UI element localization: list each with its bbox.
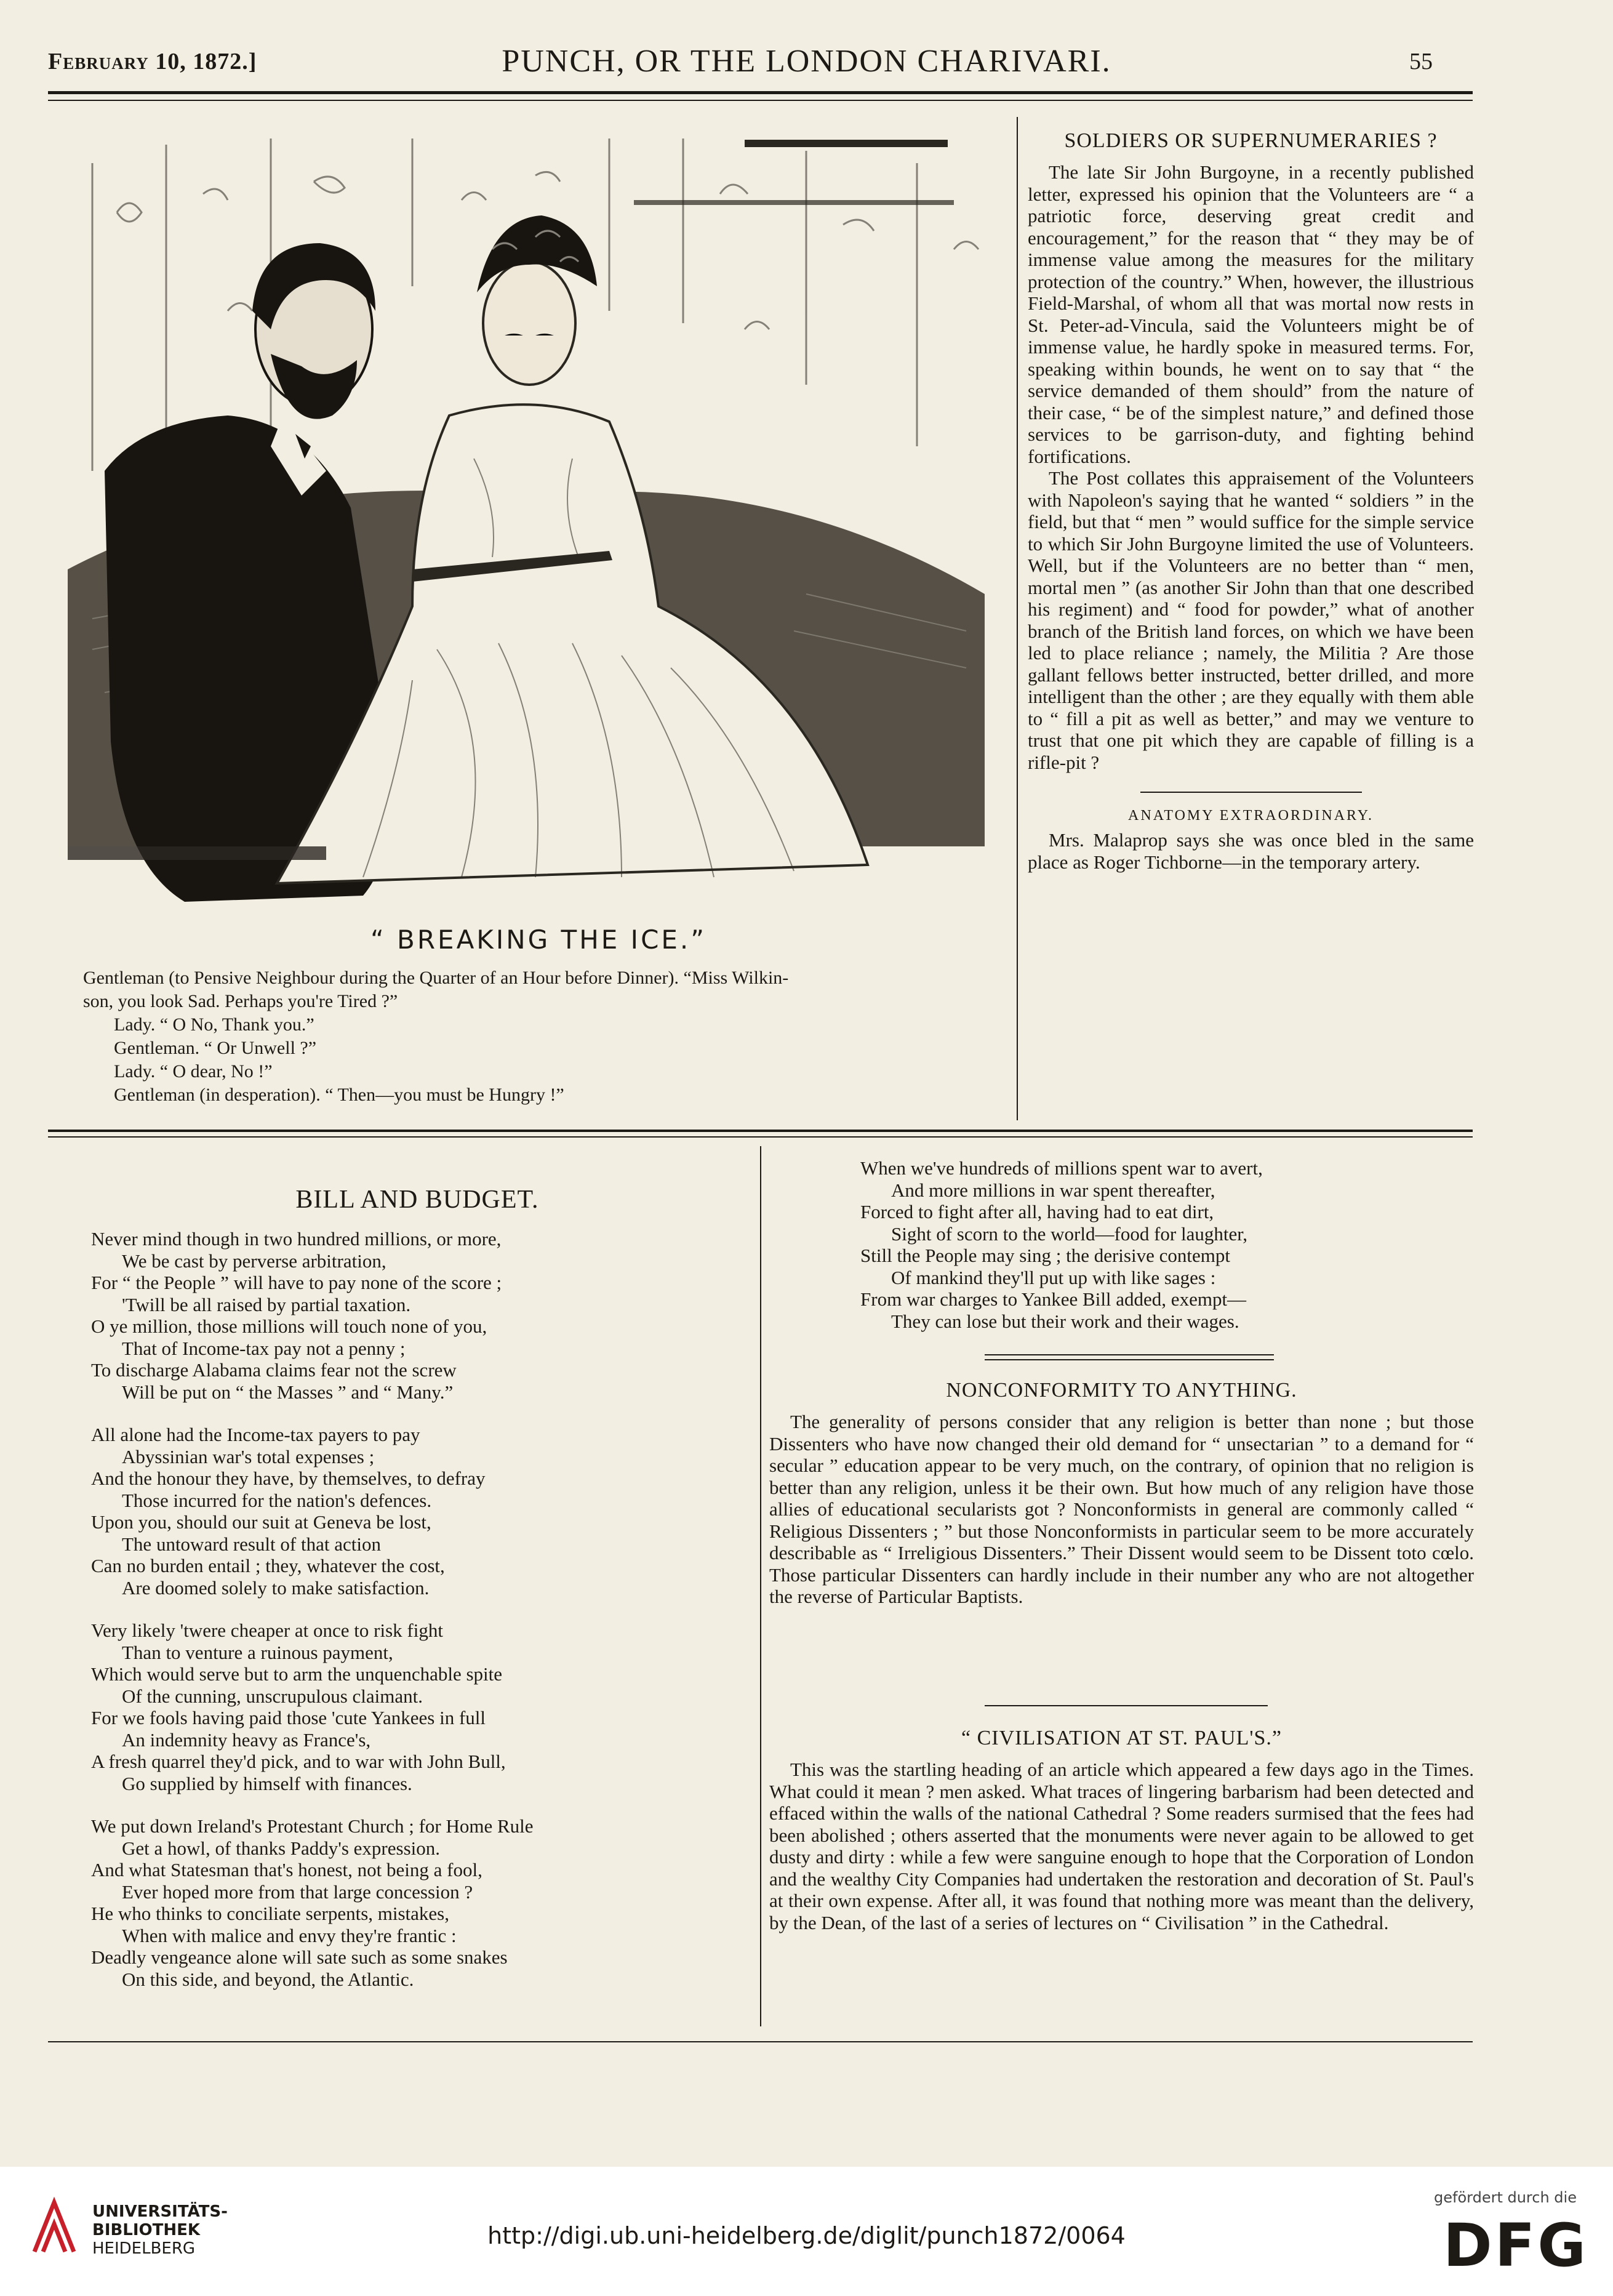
column-divider-bottom	[760, 1146, 761, 2026]
verse-line: Of the cunning, unscrupulous claimant.	[122, 1685, 423, 1707]
caption-line: Lady. “ O dear, No !”	[114, 1061, 273, 1082]
verse-line: And the honour they have, by themselves, to defray	[91, 1467, 486, 1489]
verse-line: The untoward result of that action	[122, 1533, 381, 1555]
verse-line: And what Statesman that's honest, not being a fool,	[91, 1859, 482, 1881]
verse-line: He who thinks to conciliate serpents, mistakes,	[91, 1903, 449, 1924]
short-rule-2	[985, 1705, 1268, 1706]
verse-line: Get a howl, of thanks Paddy's expression.	[122, 1837, 441, 1859]
verse-line: Than to venture a ruinous payment,	[122, 1641, 393, 1663]
short-rule	[1140, 792, 1362, 793]
bill-title: BILL AND BUDGET.	[295, 1186, 539, 1214]
verse-line: To discharge Alabama claims fear not the screw	[91, 1359, 457, 1381]
caption-line: Gentleman. “ Or Unwell ?”	[114, 1038, 317, 1058]
library-name-line3: HEIDELBERG	[92, 2239, 196, 2258]
verse-line: Still the People may sing ; the derisive contempt	[860, 1245, 1230, 1266]
verse-line: Which would serve but to arm the unquenchable spite	[91, 1663, 503, 1685]
verse-line: 'Twill be all raised by partial taxation.	[122, 1293, 411, 1315]
anatomy-text: Mrs. Malaprop says she was once bled in the same place as Roger Tichborne—in the temporary artery.	[1028, 829, 1474, 873]
bill-stanza	[91, 1228, 743, 1403]
soldiers-title: SOLDIERS OR SUPERNUMERARIES ?	[1064, 129, 1438, 152]
verse-line: And more millions in war spent thereafter,	[891, 1179, 1215, 1201]
nonconformity-title: NONCONFORMITY TO ANYTHING.	[946, 1379, 1297, 1402]
verse-line: A fresh quarrel they'd pick, and to war with John Bull,	[91, 1751, 506, 1772]
verse-line: Sight of scorn to the world—food for laughter,	[891, 1222, 1248, 1245]
verse-line: An indemnity heavy as France's,	[122, 1728, 371, 1751]
column-divider-top	[1017, 117, 1018, 1120]
cartoon-illustration	[68, 126, 1009, 920]
bill-continuation	[860, 1157, 1414, 1332]
verse-line: For we fools having paid those 'cute Yankees in full	[91, 1707, 486, 1728]
header-date: February 10, 1872.]	[48, 49, 257, 74]
verse-line: Go supplied by himself with finances.	[122, 1772, 412, 1794]
verse-line: When with malice and envy they're frantic :	[122, 1924, 457, 1946]
funded-by-label: gefördert durch die	[1434, 2189, 1577, 2206]
verse-line: Abyssinian war's total expenses ;	[122, 1445, 375, 1467]
verse-line: Are doomed solely to make satisfaction.	[122, 1576, 430, 1599]
bill-stanza	[91, 1815, 743, 1990]
civilisation-article	[769, 1727, 1474, 1933]
soldiers-paragraph-2: The Post collates this appraisement of the Volunteers with Napoleon's saying that he wanted “ soldiers ” in the field, but that “ men ” would suffice for the simple service to which Sir John Burgoyne limited the use of Volunteers. Well, but if the Volunteers are no better than “ men, mortal men ” (as another Sir John than that one described his regiment) and “ food for powder,” what of another branch of the British land forces, on which we have been led to place reliance ; namely, the Militia ? Are those gallant fellows better instructed, better drilled, and more intelligent than the other ; are they equally with them able to “ fill a pit as well as better,” and may we venture to trust that one pit which they are capable of filling is a rifle-pit ?	[1028, 467, 1474, 773]
section-rule-thick	[48, 1130, 1473, 1132]
caption-line: Gentleman (to Pensive Neighbour during the Quarter of an Hour before Dinner). “Miss Wilkin-	[83, 968, 789, 988]
bill-stanza	[91, 1424, 743, 1599]
bottom-rule	[48, 2041, 1473, 2042]
cartoon-title: “ BREAKING THE ICE.”	[370, 925, 707, 955]
source-url-link[interactable]: http://digi.ub.uni-heidelberg.de/diglit/punch1872/0064	[487, 2222, 1126, 2249]
caption-line: Lady. “ O No, Thank you.”	[114, 1014, 314, 1035]
verse-line: When we've hundreds of millions spent war to avert,	[860, 1157, 1263, 1179]
verse-line: Can no burden entail ; they, whatever the cost,	[91, 1555, 445, 1576]
soldiers-paragraph-1: The late Sir John Burgoyne, in a recently published letter, expressed his opinion that the Volunteers are “ a patriotic force, deserving great credit and encouragement,” for the reason that “ they may be of immense value among the measures for the military protection of the country.” When, however, the illustrious Field-Marshal, of whom all that was mortal now rests in St. Peter-ad-Vincula, said the Volunteers might be of immense value, he hardly spoke in measured terms. For, speaking within bounds, he went on to say that “ the service demanded of them should” from the nature of their case, “ be of the simplest nature,” and defined those services to be garrison-duty, and fighting behind fortifications.	[1028, 161, 1474, 467]
library-name-line2: BIBLIOTHEK	[92, 2221, 201, 2239]
verse-line: All alone had the Income-tax payers to pay	[91, 1424, 420, 1445]
digitization-footer	[0, 2167, 1613, 2296]
verse-line: O ye million, those millions will touch none of you,	[91, 1315, 487, 1337]
verse-line: That of Income-tax pay not a penny ;	[122, 1337, 406, 1359]
verse-line: For “ the People ” will have to pay none of the score ;	[91, 1272, 502, 1293]
verse-line: They can lose but their work and their wages.	[891, 1310, 1239, 1332]
nonconformity-article	[769, 1379, 1474, 1608]
header-page-number: 55	[1409, 49, 1433, 74]
verse-line: Of mankind they'll put up with like sages :	[891, 1266, 1216, 1288]
civilisation-title: “ CIVILISATION AT ST. PAUL'S.”	[961, 1727, 1282, 1749]
bill-article	[91, 1185, 743, 2011]
verse-line: We put down Ireland's Protestant Church ; for Home Rule	[91, 1815, 534, 1837]
verse-line: Very likely 'twere cheaper at once to risk fight	[91, 1620, 443, 1641]
cartoon-drawing	[68, 126, 1009, 920]
caption-line: son, you look Sad. Perhaps you're Tired ?”	[83, 991, 398, 1011]
verse-line: We be cast by perverse arbitration,	[122, 1250, 386, 1272]
cartoon-caption	[83, 966, 1019, 1107]
double-rule-b	[985, 1359, 1274, 1360]
header-rule-thin	[48, 100, 1473, 101]
verse-line: Deadly vengeance alone will sate such as some snakes	[91, 1946, 508, 1968]
verse-line: Upon you, should our suit at Geneva be lost,	[91, 1511, 431, 1533]
nonconformity-text: The generality of persons consider that any religion is better than none ; but those Dissenters who have now changed their old demand for “ unsectarian ” to a demand for “ secular ” education appear to be very much, on the contrary, of opinion that no religion is better than any religion, unless it be their own. But how much of any religion have those allies of educational secularists got ? Nonconformists in general are commonly called “ Religious Dissenters ; ” but those Nonconformists in particular seem to be more accurately describable as “ Irreligious Dissenters.” Their Dissent would seem to be Dissent toto cœlo. Those particular Dissenters can hardly include in their number any who are not altogether the reverse of Particular Baptists.	[769, 1411, 1474, 1607]
verse-line: Those incurred for the nation's defences.	[122, 1489, 432, 1511]
dfg-logo: DFG	[1443, 2211, 1589, 2280]
verse-line: On this side, and beyond, the Atlantic.	[122, 1968, 414, 1990]
verse-line: Never mind though in two hundred millions, or more,	[91, 1228, 502, 1250]
anatomy-title: ANATOMY EXTRAORDINARY.	[1128, 808, 1374, 824]
double-rule-a	[985, 1354, 1274, 1355]
header-title: PUNCH, OR THE LONDON CHARIVARI.	[502, 44, 1111, 79]
civilisation-text: This was the startling heading of an article which appeared a few days ago in the Times. What could it mean ? men asked. What traces of lingering barbarism had been detected and effaced within the walls of the national Cathedral ? Some readers surmised that the fees had been abolished ; others asserted that the monuments were never again to be allowed to get dusty and dirty : while a few were sanguine enough to hope that the Corporation of London and the wealthy City Companies had undertaken the restoration and decoration of St. Paul's at their own expense. After all, it was found that nothing more was meant than the delivery, by the Dean, of the last of a series of lectures on “ Civilisation ” in the Cathedral.	[769, 1759, 1474, 1933]
verse-line: From war charges to Yankee Bill added, exempt—	[860, 1288, 1247, 1310]
library-name-line1: UNIVERSITÄTS-	[92, 2202, 228, 2221]
soldiers-article	[1028, 129, 1474, 873]
verse-line: Forced to fight after all, having had to eat dirt,	[860, 1201, 1214, 1222]
caption-line: Gentleman (in desperation). “ Then—you must be Hungry !”	[114, 1085, 564, 1105]
section-rule-thin	[48, 1136, 1473, 1138]
bill-stanza	[91, 1620, 743, 1794]
verse-line: Will be put on “ the Masses ” and “ Many.”	[122, 1381, 454, 1403]
header-rule-thick	[48, 91, 1473, 94]
verse-line: Ever hoped more from that large concession ?	[122, 1881, 473, 1903]
